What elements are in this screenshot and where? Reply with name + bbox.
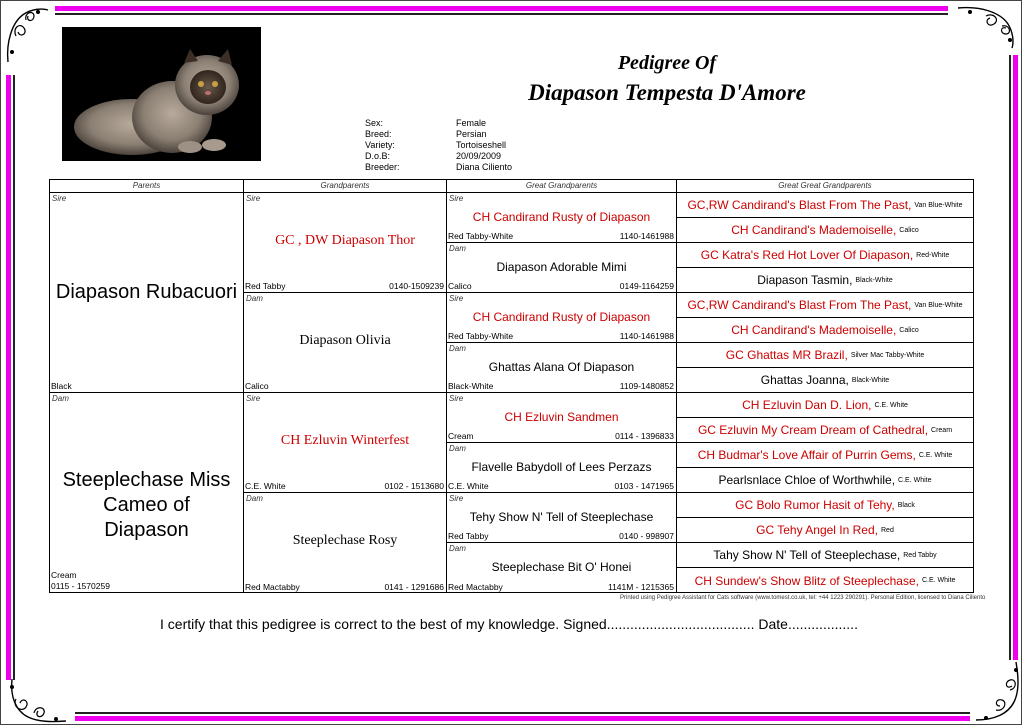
sire-color: Black bbox=[51, 381, 72, 391]
parent-role-tag: Sire bbox=[449, 494, 464, 503]
great-grandparent-reg: 1140-1461988 bbox=[619, 231, 674, 241]
great-great-grandparent-color: Red Tabby bbox=[903, 551, 937, 559]
great-grandparent-color: Calico bbox=[448, 281, 472, 291]
left-border-magenta bbox=[6, 75, 11, 680]
dam-reg: 0115 - 1570259 bbox=[51, 581, 110, 591]
dam-tag: Dam bbox=[52, 394, 69, 403]
top-border-black bbox=[55, 13, 948, 15]
parent-role-tag: Dam bbox=[449, 244, 466, 253]
great-great-grandparent-color: Silver Mac Tabby-White bbox=[850, 351, 925, 359]
parent-role-tag: Dam bbox=[449, 544, 466, 553]
great-great-grandparent-name: GC Katra's Red Hot Lover Of Diapason, bbox=[700, 248, 914, 262]
great-grandparent-color: Cream bbox=[448, 431, 474, 441]
great-great-grandparent-name: GC,RW Candirand's Blast From The Past, bbox=[687, 198, 912, 212]
corner-ornament-bottom-right bbox=[974, 660, 1022, 724]
great-great-grandparent-color: Black-White bbox=[851, 376, 890, 384]
detail-label: D.o.B: bbox=[365, 151, 391, 161]
detail-row-sex bbox=[365, 118, 512, 129]
great-great-grandparent-name: Pearlsnlace Chloe of Worthwhile, bbox=[718, 473, 896, 487]
grandparent-name: Steeplechase Rosy bbox=[292, 533, 398, 548]
great-great-grandparent-name: CH Ezluvin Dan D. Lion, bbox=[742, 398, 872, 412]
dam-color: Cream bbox=[51, 570, 77, 580]
great-great-grandparent-name: CH Candirand's Mademoiselle, bbox=[731, 323, 897, 337]
great-grandparent-color: Red Tabby-White bbox=[448, 331, 514, 341]
certification-statement: I certify that this pedigree is correct to the best of my knowledge. Signed...................................... Date.................. bbox=[160, 616, 858, 632]
great-great-grandparent-name: GC Ghattas MR Brazil, bbox=[725, 348, 848, 362]
great-grandparent-reg: 0103 - 1471965 bbox=[614, 481, 674, 491]
bottom-border-black bbox=[75, 712, 970, 714]
great-great-grandparent-color: C.E. White bbox=[918, 451, 953, 459]
great-great-grandparent-cell bbox=[677, 543, 973, 568]
detail-row-breeder bbox=[365, 162, 512, 173]
great-great-grandparent-name: GC Tehy Angel In Red, bbox=[756, 523, 878, 537]
great-great-grandparent-name: Ghattas Joanna, bbox=[760, 373, 849, 387]
great-great-grandparent-color: Black-White bbox=[855, 276, 893, 284]
parent-role-tag: Sire bbox=[246, 394, 261, 403]
great-great-grandparent-cell bbox=[677, 293, 973, 318]
detail-label: Sex: bbox=[365, 118, 384, 128]
detail-label: Breed: bbox=[365, 129, 392, 139]
great-grandparent-cell bbox=[447, 443, 677, 493]
great-great-grandparent-name: CH Candirand's Mademoiselle, bbox=[731, 223, 897, 237]
great-great-grandparent-name: Tahy Show N' Tell of Steeplechase, bbox=[713, 548, 901, 562]
grandparent-reg: 0102 - 1513680 bbox=[384, 481, 444, 491]
great-great-grandparent-cell bbox=[677, 368, 973, 393]
software-footnote: Printed using Pedigree Assistant for Cats software (www.tomest.co.uk, tel: +44 1223 290291). Personal Edition, licensed to Diana Ciliento bbox=[620, 595, 986, 601]
detail-row-dob bbox=[365, 151, 512, 162]
great-grandparent-cell bbox=[447, 343, 677, 393]
great-great-grandparent-name: GC,RW Candirand's Blast From The Past, bbox=[687, 298, 912, 312]
great-great-grandparent-color: Red-White bbox=[916, 251, 950, 259]
cat-name-title: Diapason Tempesta D'Amore bbox=[528, 80, 806, 105]
great-great-grandparent-cell bbox=[677, 393, 973, 418]
great-grandparent-color: C.E. White bbox=[448, 481, 489, 491]
great-grandparent-cell bbox=[447, 243, 677, 293]
header-parents: Parents bbox=[50, 180, 244, 193]
header-grandparents: Grandparents bbox=[244, 180, 447, 193]
great-grandparent-name: Diapason Adorable Mimi bbox=[496, 260, 627, 274]
parent-role-tag: Dam bbox=[449, 344, 466, 353]
great-grandparent-color: Red Mactabby bbox=[448, 582, 503, 592]
grandparent-name: GC , DW Diapason Thor bbox=[275, 233, 415, 248]
great-great-grandparent-cell bbox=[677, 468, 973, 493]
grandparent-cell bbox=[244, 293, 447, 393]
parent-role-tag: Sire bbox=[449, 394, 464, 403]
great-great-grandparent-cell bbox=[677, 493, 973, 518]
top-border-magenta bbox=[55, 6, 948, 11]
grandparent-reg: 0140-1509239 bbox=[389, 281, 444, 291]
sire-tag: Sire bbox=[52, 194, 67, 203]
parent-role-tag: Dam bbox=[246, 494, 263, 503]
great-great-grandparent-name: Diapason Tasmin, bbox=[757, 273, 853, 287]
detail-value: Female bbox=[456, 118, 487, 128]
great-great-grandparent-name: CH Sundew's Show Blitz of Steeplechase, bbox=[694, 573, 919, 588]
grandparent-name: CH Ezluvin Winterfest bbox=[280, 433, 410, 448]
great-grandparent-color: Red Tabby-White bbox=[448, 231, 514, 241]
great-grandparent-cell bbox=[447, 293, 677, 343]
pedigree-table bbox=[49, 179, 974, 593]
parent-role-tag: Sire bbox=[246, 194, 261, 203]
great-great-grandparent-cell bbox=[677, 193, 973, 218]
great-great-grandparent-name: GC Bolo Rumor Hasit of Tehy, bbox=[735, 498, 895, 512]
great-grandparent-reg: 0149-1164259 bbox=[619, 281, 674, 291]
detail-value: 20/09/2009 bbox=[456, 151, 502, 161]
great-great-grandparent-name: CH Budmar's Love Affair of Purrin Gems, bbox=[697, 448, 916, 462]
grandparent-reg: 0141 - 1291686 bbox=[384, 582, 444, 592]
corner-ornament-top-right bbox=[956, 2, 1022, 50]
bottom-border-magenta bbox=[75, 716, 970, 721]
cat-details bbox=[365, 118, 512, 173]
great-grandparent-reg: 0114 - 1396833 bbox=[615, 431, 674, 441]
parent-role-tag: Dam bbox=[449, 444, 466, 453]
detail-value: Tortoiseshell bbox=[456, 140, 507, 150]
parent-role-tag: Dam bbox=[246, 294, 263, 303]
great-great-grandparent-color: Calico bbox=[899, 226, 919, 234]
great-grandparent-name: CH Ezluvin Sandmen bbox=[504, 410, 619, 424]
great-great-grandparent-cell bbox=[677, 343, 973, 368]
great-great-grandparent-color: C.E. White bbox=[874, 401, 908, 409]
great-grandparent-name: CH Candirand Rusty of Diapason bbox=[472, 210, 651, 224]
detail-label: Variety: bbox=[365, 140, 395, 150]
great-grandparent-name: Flavelle Babydoll of Lees Perzazs bbox=[471, 460, 652, 474]
pedigree-title-line1: Pedigree Of bbox=[617, 52, 717, 74]
right-border-black bbox=[1009, 55, 1011, 660]
corner-ornament-bottom-left bbox=[2, 677, 68, 725]
great-grandparent-color: Black-White bbox=[448, 381, 494, 391]
great-great-grandparent-color: Calico bbox=[899, 326, 919, 334]
great-great-grandparent-color: Black bbox=[897, 501, 915, 509]
great-great-grandparent-cell bbox=[677, 268, 973, 293]
detail-value: Persian bbox=[456, 129, 487, 139]
great-great-grandparent-color: C.E. White bbox=[921, 577, 956, 584]
grandparent-color: C.E. White bbox=[245, 481, 286, 491]
great-grandparent-reg: 1141M - 1215365 bbox=[607, 582, 674, 592]
great-grandparent-color: Red Tabby bbox=[448, 531, 489, 541]
great-grandparent-reg: 1109-1480852 bbox=[619, 381, 674, 391]
grandparent-cell bbox=[244, 493, 447, 593]
great-great-grandparent-cell bbox=[677, 218, 973, 243]
great-great-grandparent-color: Van Blue-White bbox=[914, 201, 963, 209]
detail-row-variety bbox=[365, 140, 512, 151]
great-great-grandparent-color: C.E. White bbox=[898, 476, 932, 484]
grandparent-color: Red Tabby bbox=[245, 281, 286, 291]
grandparent-color: Calico bbox=[245, 381, 269, 391]
detail-label: Breeder: bbox=[365, 162, 400, 172]
parent-dam bbox=[50, 393, 244, 592]
great-grandparent-cell bbox=[447, 393, 677, 443]
great-great-grandparent-color: Van Blue-White bbox=[914, 301, 963, 309]
great-great-grandparent-name: GC Ezluvin My Cream Dream of Cathedral, bbox=[697, 423, 929, 437]
left-border-black bbox=[13, 75, 15, 680]
great-grandparent-cell bbox=[447, 543, 677, 593]
parent-role-tag: Sire bbox=[449, 194, 464, 203]
grandparent-name: Diapason Olivia bbox=[299, 333, 391, 348]
corner-ornament-top-left bbox=[2, 2, 50, 68]
right-border-magenta bbox=[1013, 55, 1018, 660]
grandparent-color: Red Mactabby bbox=[245, 582, 300, 592]
parent-role-tag: Sire bbox=[449, 294, 464, 303]
great-grandparent-cell bbox=[447, 493, 677, 543]
great-great-grandparent-color: Cream bbox=[931, 426, 953, 434]
great-grandparent-reg: 1140-1461988 bbox=[619, 331, 674, 341]
great-great-grandparent-cell bbox=[677, 318, 973, 343]
detail-row-breed bbox=[365, 129, 512, 140]
cat-photo bbox=[62, 27, 261, 161]
great-great-grandparent-color: Red bbox=[881, 526, 894, 534]
great-grandparent-name: Steeplechase Bit O' Honei bbox=[491, 560, 632, 574]
header-great-great-grandparents: Great Great Grandparents bbox=[677, 180, 973, 193]
great-grandparent-name: Tehy Show N' Tell of Steeplechase bbox=[469, 510, 654, 524]
great-great-grandparent-cell bbox=[677, 443, 973, 468]
great-great-grandparent-cell bbox=[677, 243, 973, 268]
great-grandparent-name: CH Candirand Rusty of Diapason bbox=[472, 310, 651, 324]
parent-sire bbox=[50, 193, 244, 393]
great-great-grandparent-cell bbox=[677, 418, 973, 443]
great-grandparent-name: Ghattas Alana Of Diapason bbox=[488, 360, 635, 374]
grandparent-cell bbox=[244, 393, 447, 493]
great-great-grandparent-cell bbox=[677, 518, 973, 543]
sire-name: Diapason Rubacuori bbox=[55, 281, 238, 303]
great-grandparent-cell bbox=[447, 193, 677, 243]
header-great-grandparents: Great Grandparents bbox=[447, 180, 677, 193]
dam-name: Steeplechase Miss Cameo of Diapason bbox=[62, 469, 231, 541]
great-great-grandparent-cell bbox=[677, 568, 973, 593]
grandparent-cell bbox=[244, 193, 447, 293]
great-grandparent-reg: 0140 - 998907 bbox=[619, 531, 674, 541]
detail-value: Diana Ciliento bbox=[456, 162, 513, 172]
